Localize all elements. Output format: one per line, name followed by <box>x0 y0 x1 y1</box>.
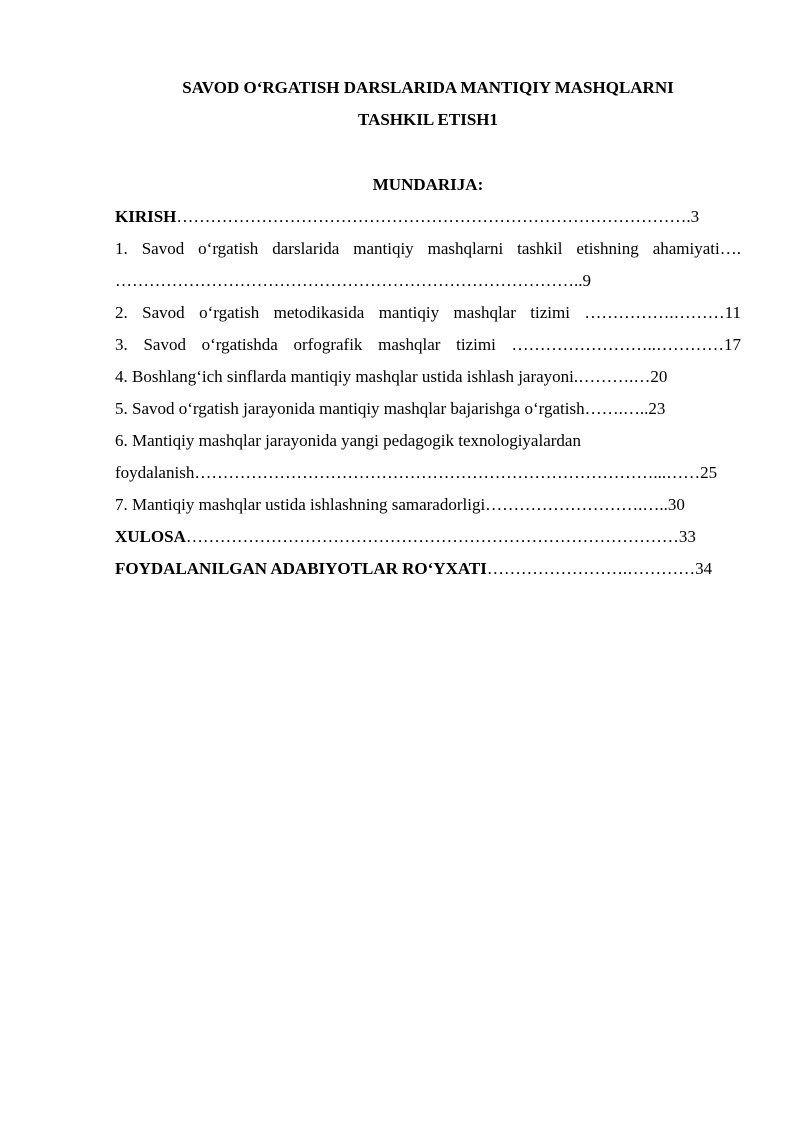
toc-entry-leader: …………………………………………………………………………… <box>185 527 679 546</box>
toc-entry-6-line2 <box>115 463 741 483</box>
toc-entry-leader: …………….……… <box>584 303 725 322</box>
toc-entry-label: 2. Savod o‘rgatish metodikasida mantiqiy mashqlar tizimi <box>115 303 570 322</box>
toc-entry-leader: ………………………………………………………………………………. <box>176 207 691 226</box>
toc-entry-xulosa <box>115 527 741 547</box>
toc-entry-label: KIRISH <box>115 207 177 226</box>
toc-entry-page: 23 <box>648 399 666 418</box>
toc-entry-leader: …………………….………… <box>486 559 696 578</box>
toc-entry-4 <box>115 367 741 387</box>
toc-entry-leader: ………………………………………………………………………...…… <box>194 463 701 482</box>
toc-heading: MUNDARIJA: <box>372 175 484 194</box>
toc-entry-page: 33 <box>678 527 696 546</box>
toc-entry-7 <box>115 495 741 515</box>
toc-entry-references <box>115 559 741 579</box>
toc-entry-6-line1: 6. Mantiqiy mashqlar jarayonida yangi pedagogik texnologiyalardan <box>115 431 581 450</box>
toc-entry-label: FOYDALANILGAN ADABIYOTLAR RO‘YXATI <box>115 559 487 578</box>
toc-entry-page: 20 <box>650 367 668 386</box>
toc-entry-1-line2 <box>115 271 741 291</box>
toc-entry-kirish <box>115 207 741 227</box>
toc-entry-leader: ……….… <box>578 367 651 386</box>
toc-entry-page: 11 <box>724 303 741 322</box>
toc-entry-page: 17 <box>724 335 741 354</box>
toc-entry-page: 9 <box>582 271 591 290</box>
toc-entry-leader: …….….. <box>584 399 649 418</box>
toc-entry-label: 5. Savod o‘rgatish jarayonida mantiqiy mashqlar bajarishga o‘rgatish <box>115 399 585 418</box>
document-title-line2: TASHKIL ETISH1 <box>358 110 498 129</box>
toc-entry-3 <box>115 335 741 355</box>
toc-entry-5 <box>115 399 741 419</box>
toc-entry-label: XULOSA <box>115 527 186 546</box>
document-title-line1: SAVOD O‘RGATISH DARSLARIDA MANTIQIY MASHQLARNI <box>182 78 674 97</box>
toc-entry-2 <box>115 303 741 323</box>
toc-entry-label: 7. Mantiqiy mashqlar ustida ishlashning samaradorligi <box>115 495 486 514</box>
toc-entry-leader: ……………………..………… <box>511 335 724 354</box>
toc-entry-1-line1: 1. Savod o‘rgatish darslarida mantiqiy mashqlarni tashkil etishning ahamiyati…. <box>115 239 741 258</box>
toc-entry-label: foydalanish <box>115 463 195 482</box>
toc-entry-label: 3. Savod o‘rgatishda orfografik mashqlar tizimi <box>115 335 496 354</box>
toc-entry-label: 4. Boshlang‘ich sinflarda mantiqiy mashqlar ustida ishlash jarayoni. <box>115 367 579 386</box>
toc-entry-page: 34 <box>695 559 713 578</box>
toc-entry-page: 3 <box>690 207 700 226</box>
toc-entry-leader: ……………………….….. <box>485 495 668 514</box>
toc-entry-page: 25 <box>700 463 718 482</box>
toc-entry-leader: ……………………………………………………………………….. <box>115 271 583 290</box>
toc-entry-page: 30 <box>667 495 685 514</box>
